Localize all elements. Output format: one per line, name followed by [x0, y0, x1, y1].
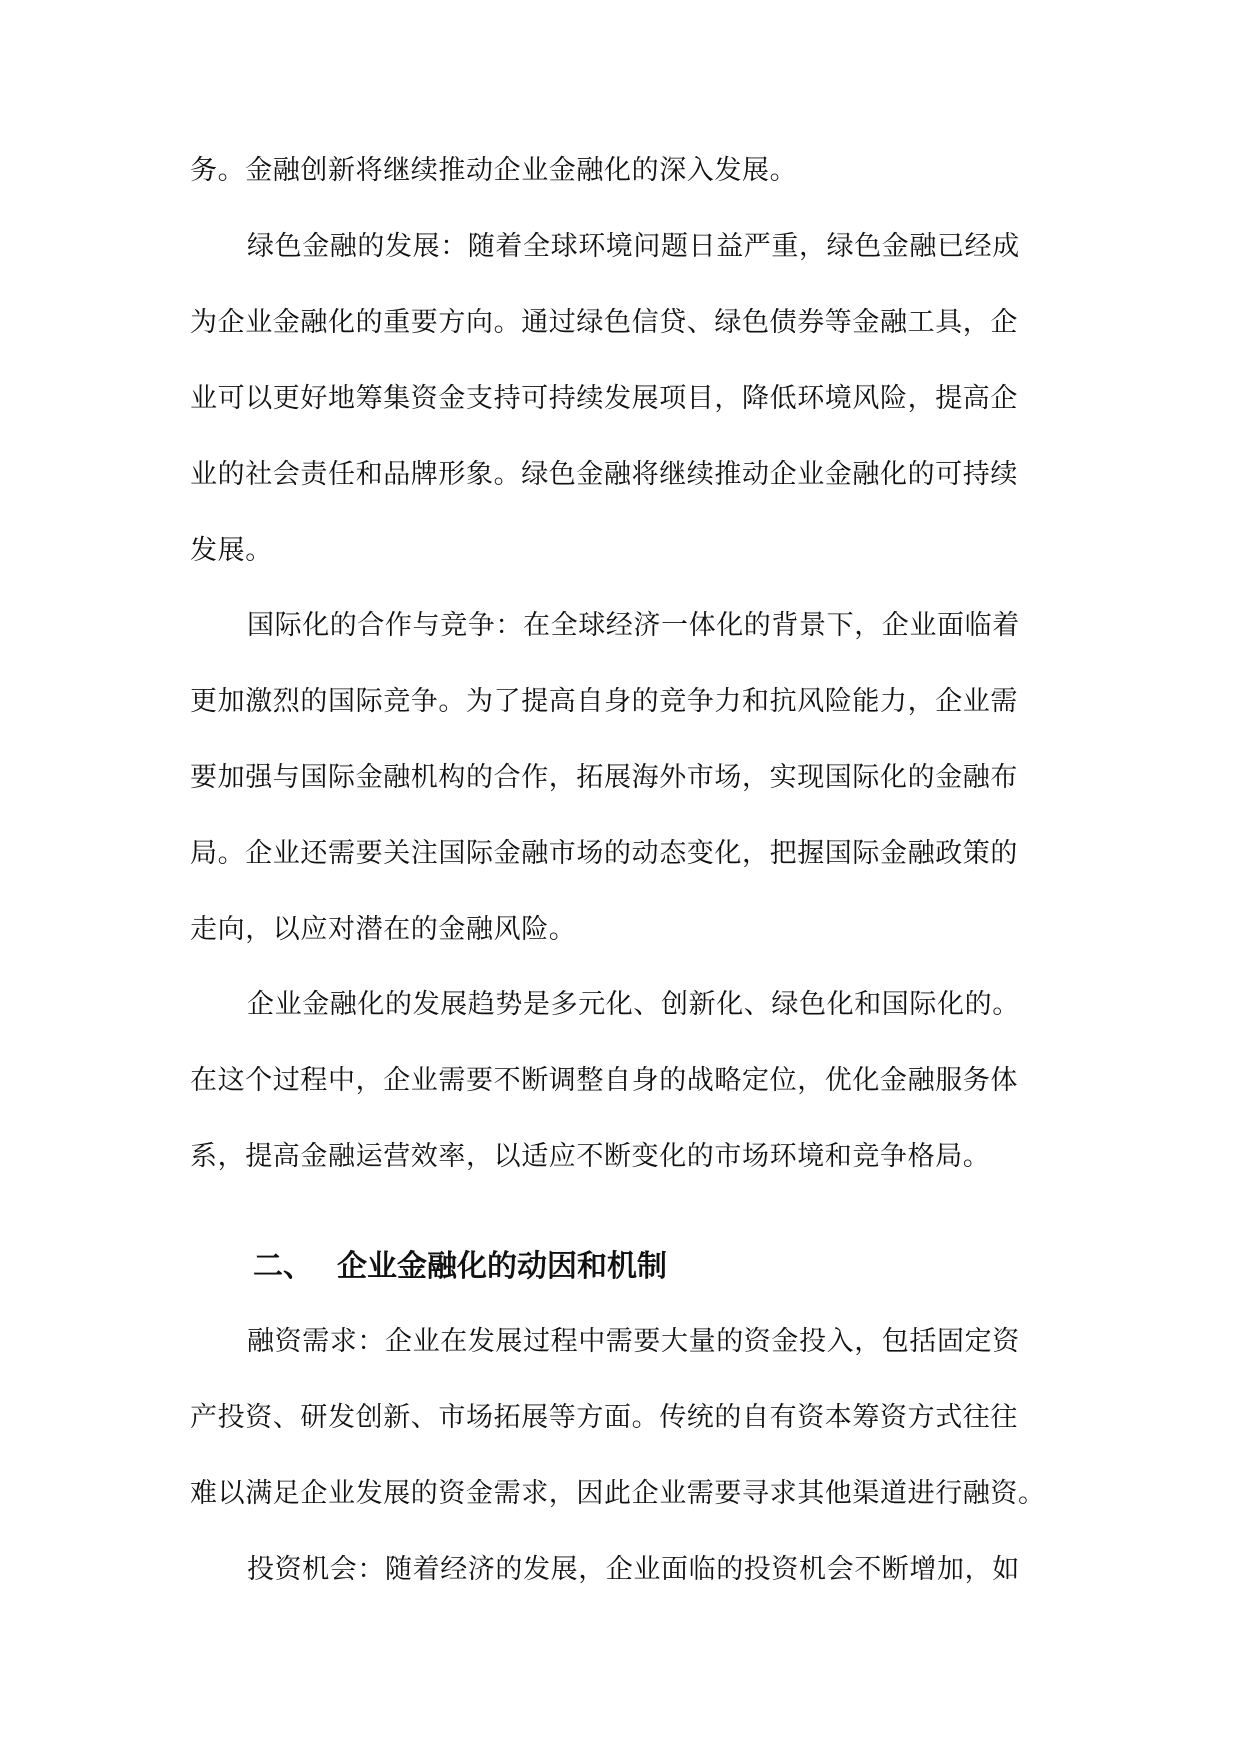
paragraph-line: 要加强与国际金融机构的合作，拓展海外市场，实现国际化的金融布 [190, 762, 1018, 793]
paragraph-line: 产投资、研发创新、市场拓展等方面。传统的自有资本筹资方式往往 [190, 1402, 1018, 1433]
paragraph-line: 发展。 [190, 535, 273, 566]
paragraph-line: 企业金融化的发展趋势是多元化、创新化、绿色化和国际化的。 [247, 989, 1020, 1020]
paragraph-line: 国际化的合作与竞争：在全球经济一体化的背景下，企业面临着 [247, 610, 1020, 641]
paragraph-line: 局。企业还需要关注国际金融市场的动态变化，把握国际金融政策的 [190, 838, 1018, 869]
paragraph-line: 走向，以应对潜在的金融风险。 [190, 914, 577, 945]
paragraph-line: 业可以更好地筹集资金支持可持续发展项目，降低环境风险，提高企 [190, 383, 1018, 414]
paragraph-line: 更加激烈的国际竞争。为了提高自身的竞争力和抗风险能力，企业需 [190, 686, 1018, 717]
section-heading [253, 1244, 667, 1290]
paragraph-line: 绿色金融的发展：随着全球环境问题日益严重，绿色金融已经成 [247, 231, 1020, 262]
section-title: 企业金融化的动因和机制 [337, 1249, 667, 1284]
paragraph-line: 投资机会：随着经济的发展，企业面临的投资机会不断增加，如 [247, 1554, 1020, 1585]
paragraph-line: 难以满足企业发展的资金需求，因此企业需要寻求其他渠道进行融资。 [190, 1478, 1046, 1509]
paragraph-line: 业的社会责任和品牌形象。绿色金融将继续推动企业金融化的可持续 [190, 459, 1018, 490]
paragraph-line: 在这个过程中，企业需要不断调整自身的战略定位，优化金融服务体 [190, 1065, 1018, 1096]
paragraph-line: 务。金融创新将继续推动企业金融化的深入发展。 [190, 155, 798, 186]
paragraph-line: 为企业金融化的重要方向。通过绿色信贷、绿色债券等金融工具，企 [190, 307, 1018, 338]
section-number: 二、 [253, 1249, 313, 1284]
paragraph-line: 系，提高金融运营效率，以适应不断变化的市场环境和竞争格局。 [190, 1141, 991, 1172]
paragraph-line: 融资需求：企业在发展过程中需要大量的资金投入，包括固定资 [247, 1326, 1020, 1357]
